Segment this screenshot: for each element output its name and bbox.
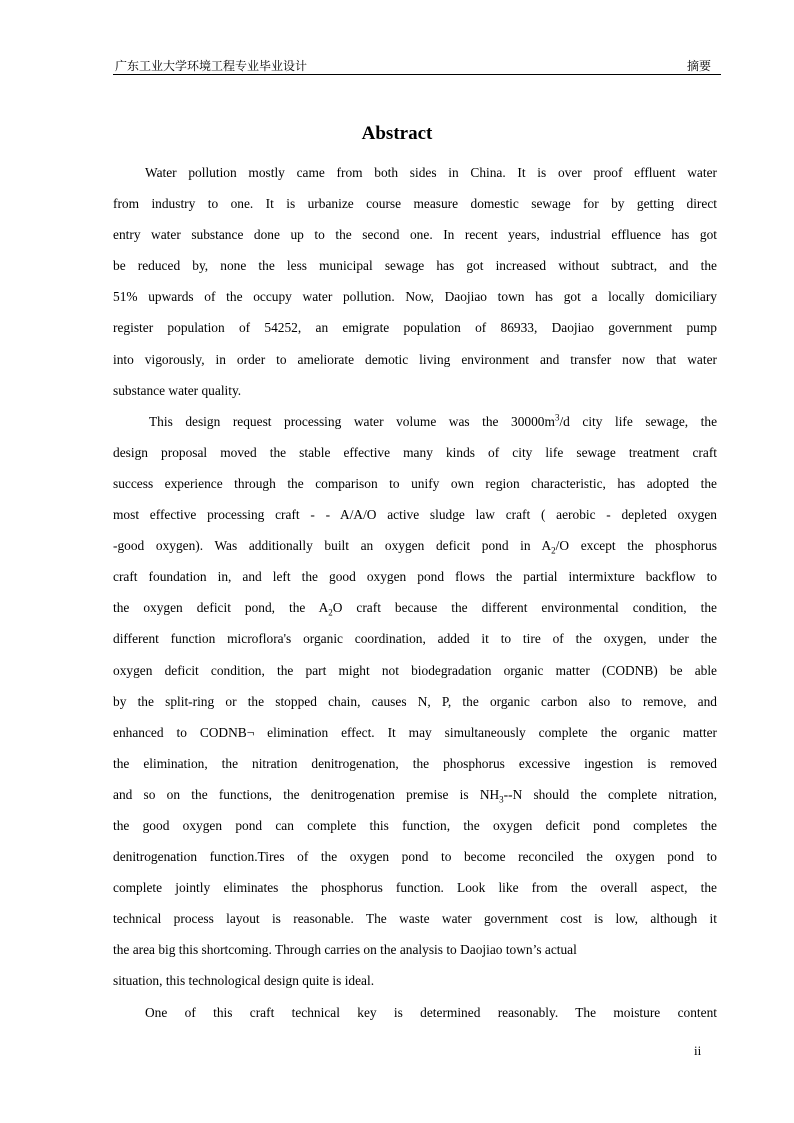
page-number: ii: [694, 1043, 702, 1058]
header-section-text: 摘要: [686, 59, 711, 73]
text-line: be reduced by, none the less municipal sewage has got increased without subtract, and the: [113, 258, 717, 274]
text-line: substance water quality.: [113, 382, 242, 398]
page-title: Abstract: [361, 123, 433, 144]
text-line: into vigorously, in order to ameliorate demotic living environment and transfer now that water: [113, 351, 717, 367]
text-line: technical process layout is reasonable. The waste water government cost is low, although it: [113, 911, 717, 927]
text-line: enhanced to CODNB¬ elimination effect. It may simultaneously complete the organic matter: [113, 724, 717, 740]
text-line: register population of 54252, an emigrate population of 86933, Daojiao government pump: [113, 320, 717, 336]
text-line: -good oxygen). Was additionally built an oxygen deficit pond in $A_2/O$ except the phosphorus: [113, 538, 718, 556]
text-line: and so on the functions, the denitrogenation premise is $NH_3--N$ should the complete nitration,: [113, 786, 717, 805]
text-line: different function microflora's organic coordination, added it to tire of the oxygen, under the: [113, 631, 717, 647]
text-line: This design request processing water volume was the $30000m^3/d$ city life sewage, the: [149, 412, 718, 429]
text-line: by the split-ring or the stopped chain, causes N, P, the organic carbon also to remove, and: [113, 693, 717, 709]
text-line: from industry to one. It is urbanize course measure domestic sewage for by getting direct: [113, 196, 717, 212]
text-line: oxygen deficit condition, the part might not biodegradation organic matter (CODNB) be able: [113, 662, 717, 678]
text-line: the good oxygen pond can complete this function, the oxygen deficit pond completes the: [113, 817, 717, 833]
text-line: entry water substance done up to the second one. In recent years, industrial effluence has got: [113, 227, 717, 243]
text-line: situation, this technological design quite is ideal.: [113, 973, 375, 989]
text-line: design proposal moved the stable effective many kinds of city life sewage treatment craft: [113, 444, 717, 460]
text-line: 51% upwards of the occupy water pollution. Now, Daojiao town has got a locally domiciliary: [113, 289, 717, 305]
text-line: the elimination, the nitration denitrogenation, the phosphorus excessive ingestion is removed: [113, 755, 717, 771]
text-line: most effective processing craft - - A/A/O active sludge law craft ( aerobic - depleted oxygen: [113, 507, 717, 523]
text-line: the oxygen deficit pond, the $A_2O$ craft because the different environmental condition, the: [113, 600, 717, 618]
page-header: [113, 56, 721, 75]
text-line: denitrogenation function.Tires of the oxygen pond to become reconciled the oxygen pond to: [113, 849, 717, 865]
text-line: One of this craft technical key is determined reasonably. The moisture content: [145, 1004, 717, 1020]
abstract-body: [113, 157, 717, 1028]
text-line: complete jointly eliminates the phosphorus function. Look like from the overall aspect, the: [113, 880, 717, 896]
text-line: success experience through the comparison to unify own region characteristic, has adopted the: [113, 475, 717, 491]
text-line: Water pollution mostly came from both sides in China. It is over proof effluent water: [145, 165, 717, 180]
header-university-text: 广东工业大学环境工程专业毕业设计: [115, 59, 308, 73]
text-line: the area big this shortcoming. Through carries on the analysis to Daojiao town’s actual: [113, 942, 577, 958]
text-line: craft foundation in, and left the good oxygen pond flows the partial intermixture backflow to: [113, 569, 717, 585]
